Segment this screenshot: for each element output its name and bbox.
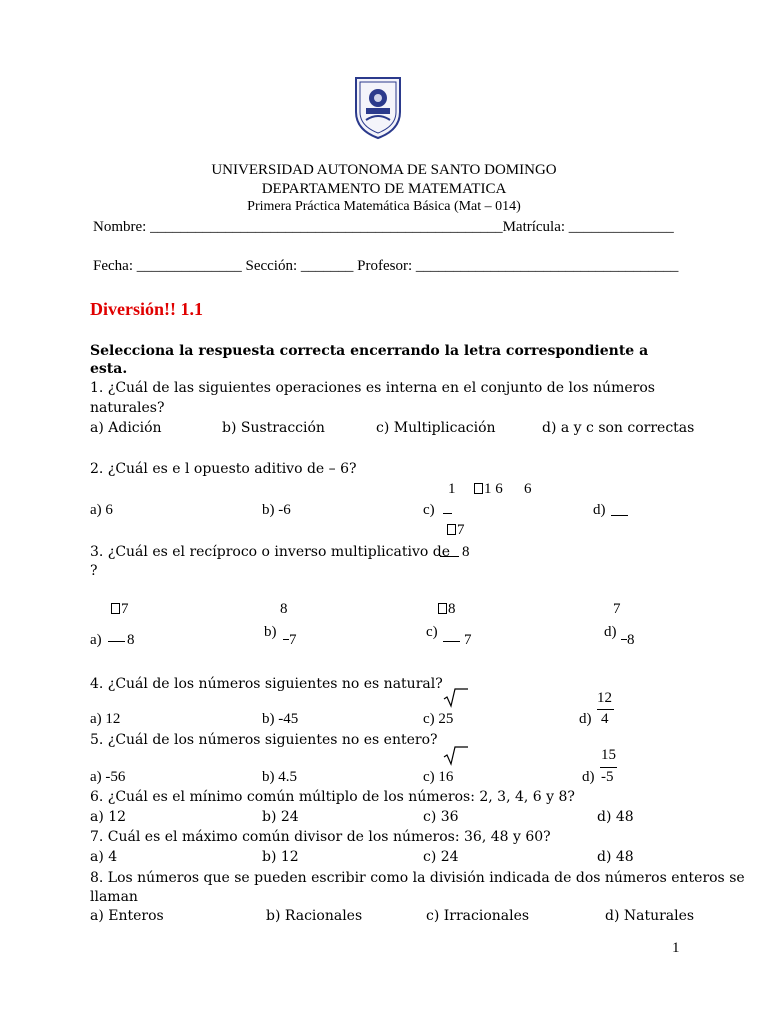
q4-option-b[interactable]: b) -45 xyxy=(262,711,299,727)
missing-glyph-box xyxy=(474,483,483,494)
question-3-text: 3. ¿Cuál es el recíproco o inverso multiplicativo de xyxy=(90,544,450,560)
instructions-line-1: Selecciona la respuesta correcta encerrando la letra correspondiente a xyxy=(90,343,649,359)
q7-option-b[interactable]: b) 12 xyxy=(262,849,299,865)
nombre-matricula-line: Nombre: _______________________________________________Matrícula: ______________ xyxy=(93,219,674,235)
q1-option-d[interactable]: d) a y c son correctas xyxy=(542,420,695,436)
q3-a-bot: 8 xyxy=(127,632,135,648)
q4-option-d[interactable]: d) xyxy=(579,711,592,727)
q3-c-top-value: 8 xyxy=(448,601,456,617)
q6-option-a[interactable]: a) 12 xyxy=(90,809,127,825)
q8-option-a[interactable]: a) Enteros xyxy=(90,908,164,924)
q7-option-d[interactable]: d) 48 xyxy=(597,849,634,865)
q3-a-top-value: 7 xyxy=(121,601,129,617)
q5-option-a[interactable]: a) -56 xyxy=(90,769,126,785)
q6-option-c[interactable]: c) 36 xyxy=(423,809,459,825)
university-name: UNIVERSIDAD AUTONOMA DE SANTO DOMINGO xyxy=(211,162,557,178)
q6-option-b[interactable]: b) 24 xyxy=(262,809,299,825)
instructions-line-2: esta. xyxy=(90,361,128,377)
missing-glyph-box xyxy=(438,603,447,614)
q4-d-bar xyxy=(597,709,614,710)
q1-option-a[interactable]: a) Adición xyxy=(90,420,162,436)
q1-option-c[interactable]: c) Multiplicación xyxy=(376,420,496,436)
q2-option-b[interactable]: b) -6 xyxy=(262,502,291,518)
q2-option-a[interactable]: a) 6 xyxy=(90,502,113,518)
q2-under xyxy=(447,522,465,539)
q4-sqrt-icon xyxy=(443,688,469,713)
q3-c-bot: 7 xyxy=(464,632,472,648)
question-1-text-cont: naturales? xyxy=(90,400,165,416)
q3-a-bar xyxy=(108,641,125,642)
q4-d-numerator: 12 xyxy=(597,690,612,706)
q3-d-bot: 8 xyxy=(627,632,635,648)
q8-option-b[interactable]: b) Racionales xyxy=(266,908,363,924)
q3-b-top: 8 xyxy=(280,601,288,617)
missing-glyph-box xyxy=(111,603,120,614)
q3-d-top: 7 xyxy=(613,601,621,617)
practice-subtitle: Primera Práctica Matemática Básica (Mat – 014) xyxy=(247,199,521,214)
question-1-text: 1. ¿Cuál de las siguientes operaciones es interna en el conjunto de los números xyxy=(90,380,655,396)
q3-tail: 8 xyxy=(462,544,470,560)
question-8-text-cont: llaman xyxy=(90,889,138,905)
q2-top-3: 6 xyxy=(524,481,532,497)
q5-d-bar xyxy=(600,767,617,768)
page-number: 1 xyxy=(672,940,680,956)
question-8-text: 8. Los números que se pueden escribir como la división indicada de dos números enteros se xyxy=(90,870,745,886)
q2-option-c[interactable]: c) xyxy=(423,502,435,518)
q2-d-fraction-bar xyxy=(611,515,628,516)
q8-option-c[interactable]: c) Irracionales xyxy=(426,908,530,924)
q5-option-b[interactable]: b) 4.5 xyxy=(262,769,297,785)
q2-under-value: 7 xyxy=(457,522,465,538)
q2-top-1: 1 xyxy=(448,481,456,497)
missing-glyph-box xyxy=(447,524,456,535)
question-5-text: 5. ¿Cuál de los números siguientes no es entero? xyxy=(90,732,438,748)
department-name: DEPARTAMENTO DE MATEMATICA xyxy=(261,181,507,197)
q3-c-bar xyxy=(443,641,460,642)
q2-top-2: 1 6 xyxy=(484,481,503,497)
question-4-text: 4. ¿Cuál de los números siguientes no es natural? xyxy=(90,676,443,692)
q7-option-a[interactable]: a) 4 xyxy=(90,849,118,865)
q3-b-bot: 7 xyxy=(289,632,297,648)
q3-a-top xyxy=(111,601,129,618)
q4-d-denominator: 4 xyxy=(601,711,609,727)
section-title: Diversión!! 1.1 xyxy=(90,299,203,319)
fecha-seccion-profesor-line: Fecha: ______________ Sección: _______ Profesor: ___________________________________ xyxy=(93,258,679,274)
q5-d-numerator: 15 xyxy=(601,747,616,763)
q2-c-fraction-bar xyxy=(443,513,452,514)
q4-option-a[interactable]: a) 12 xyxy=(90,711,121,727)
q2-top-box xyxy=(474,481,503,498)
q4-option-c[interactable]: c) 25 xyxy=(423,711,454,727)
question-3-qmark: ? xyxy=(90,563,98,579)
q3-fraction-bar xyxy=(440,556,459,557)
q7-option-c[interactable]: c) 24 xyxy=(423,849,459,865)
q3-option-b[interactable]: b) xyxy=(264,624,277,640)
q5-option-c[interactable]: c) 16 xyxy=(423,769,454,785)
q5-sqrt-icon xyxy=(443,746,469,771)
question-6-text: 6. ¿Cuál es el mínimo común múltiplo de los números: 2, 3, 4, 6 y 8? xyxy=(90,789,575,805)
q3-option-c[interactable]: c) xyxy=(426,624,438,640)
university-seal xyxy=(350,72,406,140)
q5-option-d[interactable]: d) xyxy=(582,769,595,785)
q5-d-denominator: -5 xyxy=(601,769,614,785)
q3-option-d[interactable]: d) xyxy=(604,624,617,640)
q1-option-b[interactable]: b) Sustracción xyxy=(222,420,325,436)
q2-option-d[interactable]: d) xyxy=(593,502,606,518)
q3-option-a[interactable]: a) xyxy=(90,632,102,648)
q6-option-d[interactable]: d) 48 xyxy=(597,809,634,825)
q3-c-top xyxy=(438,601,456,618)
q8-option-d[interactable]: d) Naturales xyxy=(605,908,695,924)
question-7-text: 7. Cuál es el máximo común divisor de los números: 36, 48 y 60? xyxy=(90,829,551,845)
question-2-text: 2. ¿Cuál es e l opuesto aditivo de – 6? xyxy=(90,461,357,477)
